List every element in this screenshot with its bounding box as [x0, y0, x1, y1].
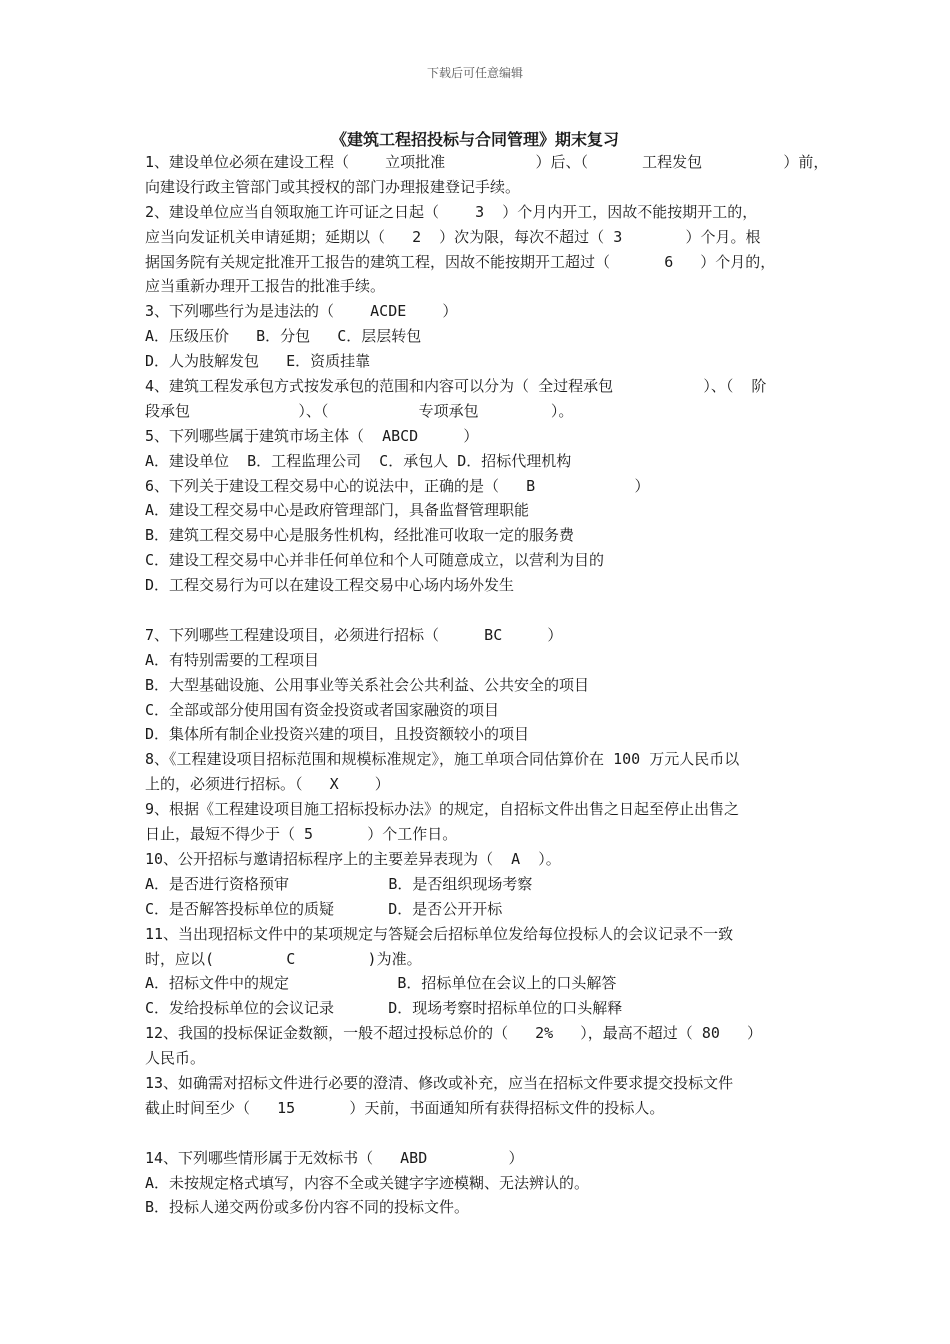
- text-line: 11、当出现招标文件中的某项规定与答疑会后招标单位发给每位投标人的会议记录不一致: [145, 924, 734, 943]
- text-line: C．建设工程交易中心并非任何单位和个人可随意成立，以营利为目的: [145, 551, 605, 570]
- text-line: 向建设行政主管部门或其授权的部门办理报建登记手续。: [145, 177, 521, 196]
- text-line: 5、下列哪些属于建筑市场主体（ ABCD ）: [145, 426, 479, 445]
- text-line: 应当向发证机关申请延期；延期以（ 2 ）次为限，每次不超过（ 3 ）个月。根: [145, 227, 761, 246]
- text-line: 据国务院有关规定批准开工报告的建筑工程，因故不能按期开工超过（ 6 ）个月的，: [145, 252, 776, 271]
- text-line: 7、下列哪些工程建设项目，必须进行招标（ BC ）: [145, 625, 563, 644]
- text-line: 8、《工程建设项目招标范围和规模标准规定》，施工单项合同估算价在 100 万元人民币以: [145, 750, 740, 769]
- text-line: 应当重新办理开工报告的批准手续。: [145, 277, 386, 296]
- text-line: A．建设工程交易中心是政府管理部门，具备监督管理职能: [145, 501, 530, 520]
- text-line: 10、公开招标与邀请招标程序上的主要差异表现为（ A ）。: [145, 849, 561, 868]
- text-line: C．是否解答投标单位的质疑 D．是否公开开标: [145, 899, 503, 918]
- text-line: 人民币。: [145, 1049, 206, 1068]
- text-line: 14、下列哪些情形属于无效标书（ ABD ）: [145, 1148, 524, 1167]
- text-line: A．压级压价 B．分包 C．层层转包: [145, 327, 422, 346]
- text-line: A．有特别需要的工程项目: [145, 650, 320, 669]
- text-line: C．发给投标单位的会议记录 D．现场考察时招标单位的口头解释: [145, 999, 623, 1018]
- text-line: 2、建设单位应当自领取施工许可证之日起（ 3 ）个月内开工，因故不能按期开工的，: [145, 202, 758, 221]
- text-line: C．全部或部分使用国有资金投资或者国家融资的项目: [145, 700, 500, 719]
- text-line: B．建筑工程交易中心是服务性机构，经批准可收取一定的服务费: [145, 526, 575, 545]
- text-line: 上的，必须进行招标。（ X ）: [145, 775, 390, 794]
- text-line: 1、建设单位必须在建设工程（ 立项批准 ）后、（ 工程发包 ）前，: [145, 153, 829, 171]
- blank-line: [145, 1121, 825, 1146]
- text-line: A．招标文件中的规定 B．招标单位在会议上的口头解答: [145, 974, 617, 993]
- text-line: 6、下列关于建设工程交易中心的说法中，正确的是（ B ）: [145, 476, 650, 495]
- text-line: 9、根据《工程建设项目施工招标投标办法》的规定，自招标文件出售之日起至停止出售之: [145, 800, 740, 819]
- text-line: 13、如确需对招标文件进行必要的澄清、修改或补充，应当在招标文件要求提交投标文件: [145, 1073, 734, 1092]
- text-line: 4、建筑工程发承包方式按发承包的范围和内容可以分为（ 全过程承包 ）、（ 阶: [145, 377, 767, 396]
- text-line: 时，应以( C )为准。: [145, 949, 422, 968]
- text-line: 截止时间至少（ 15 ）天前，书面通知所有获得招标文件的投标人。: [145, 1098, 665, 1117]
- page-title: 《建筑工程招投标与合同管理》期末复习: [330, 130, 619, 149]
- text-line: A．建设单位 B．工程监理公司 C．承包人 D．招标代理机构: [145, 451, 572, 470]
- text-line: 3、下列哪些行为是违法的（ ACDE ）: [145, 302, 458, 321]
- document-body: [145, 150, 829, 1220]
- text-line: A．未按规定格式填写，内容不全或关键字字迹模糊、无法辨认的。: [145, 1173, 590, 1192]
- text-line: B．投标人递交两份或多份内容不同的投标文件。: [145, 1198, 470, 1217]
- text-line: 12、我国的投标保证金数额，一般不超过投标总价的（ 2% ），最高不超过（ 80 ）: [145, 1024, 762, 1043]
- blank-line: [145, 598, 825, 623]
- text-line: D．人为肢解发包 E．资质挂靠: [145, 352, 371, 371]
- text-line: 日止，最短不得少于（ 5 ）个工作日。: [145, 825, 458, 844]
- header-note: 下载后可任意编辑: [426, 66, 523, 80]
- text-line: D．工程交易行为可以在建设工程交易中心场内场外发生: [145, 576, 515, 595]
- text-line: A．是否进行资格预审 B．是否组织现场考察: [145, 874, 533, 893]
- text-line: 段承包 ）、（ 专项承包 ）。: [145, 401, 574, 420]
- text-line: D．集体所有制企业投资兴建的项目，且投资额较小的项目: [145, 725, 530, 744]
- text-line: B．大型基础设施、公用事业等关系社会公共利益、公共安全的项目: [145, 675, 590, 694]
